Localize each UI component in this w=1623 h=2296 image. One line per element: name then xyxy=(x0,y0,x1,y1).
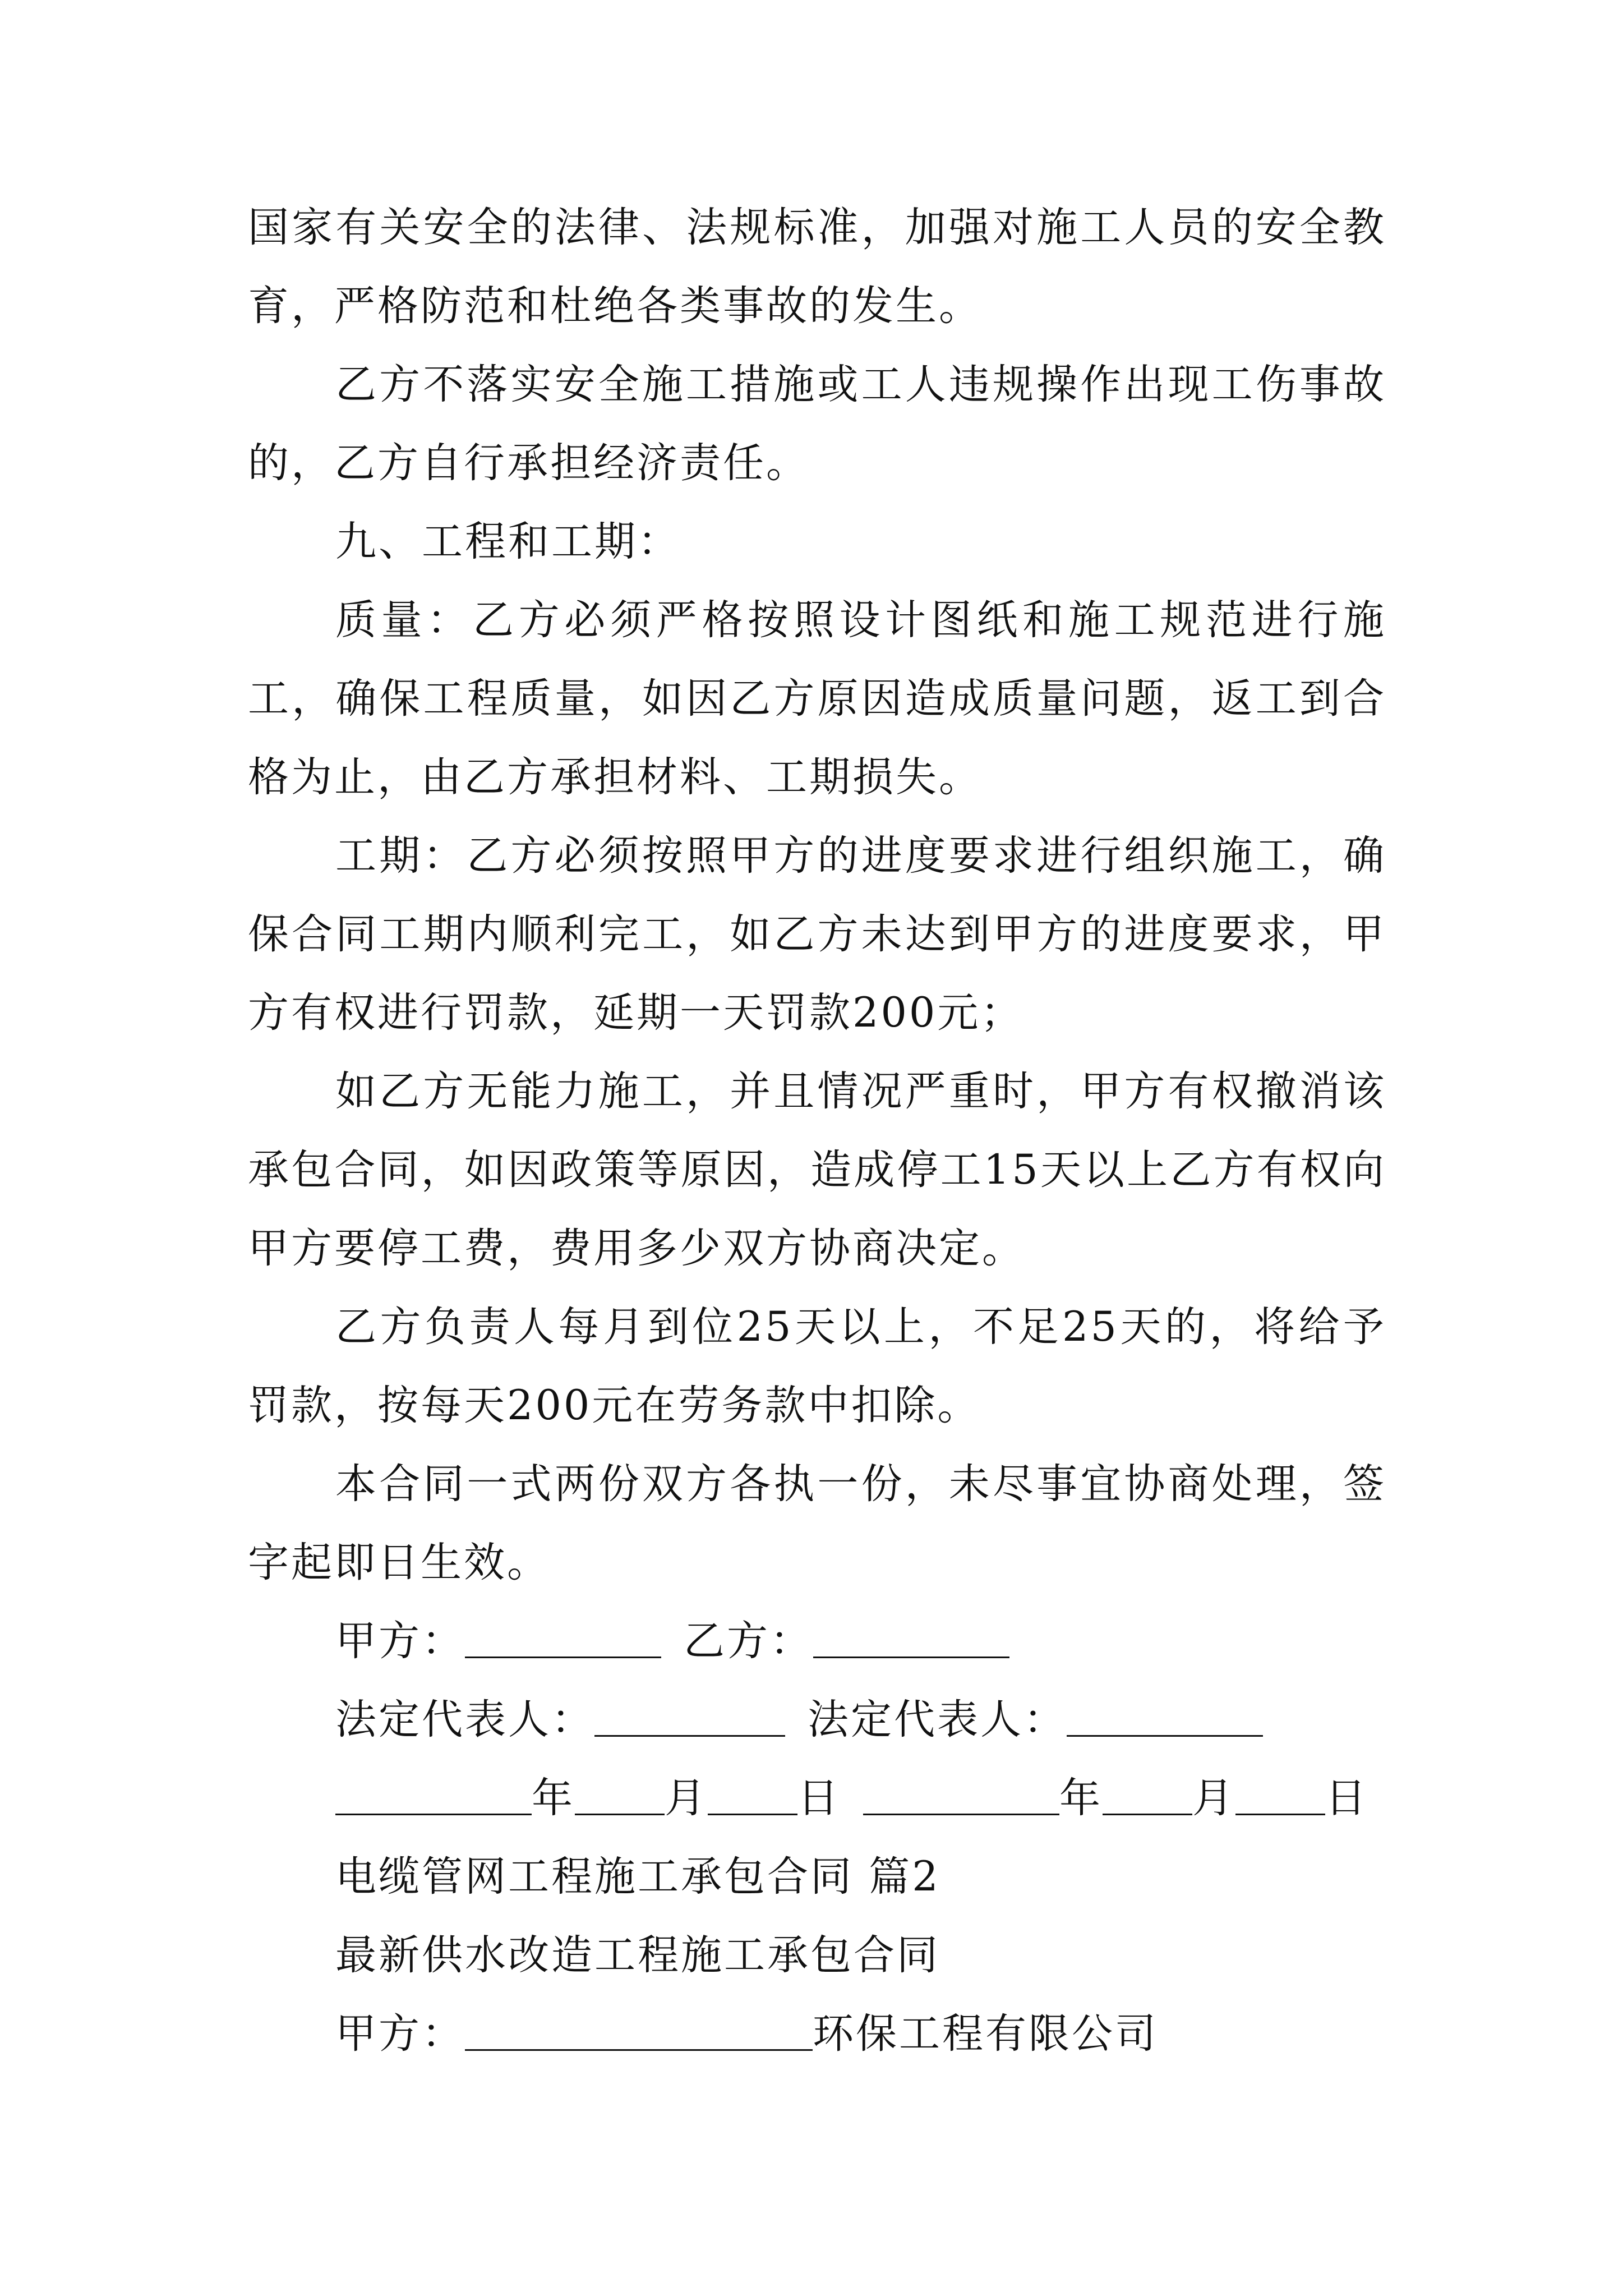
date-b-year-label: 年 xyxy=(1059,1774,1103,1822)
date-b-month-label: 月 xyxy=(1192,1774,1235,1822)
contract-2-party-a-blank xyxy=(465,2016,813,2051)
paragraph-quality: 质量：乙方必须严格按照设计图纸和施工规范进行施工，确保工程质量，如因乙方原因造成质量问题，返工到合格为止，由乙方承担材料、工期损失。 xyxy=(248,596,1386,801)
rep-b-label: 法定代表人： xyxy=(808,1696,1067,1743)
date-b-month-blank xyxy=(1103,1780,1192,1815)
section-heading-quality-schedule: 九、工程和工期： xyxy=(335,518,681,565)
section-2-title: 电缆管网工程施工承包合同 篇2 xyxy=(335,1853,940,1901)
signature-date-line xyxy=(248,1759,1386,1838)
rep-a-blank xyxy=(594,1701,785,1737)
party-b-blank xyxy=(813,1623,1009,1658)
party-a-blank xyxy=(465,1623,661,1658)
date-a-year-blank xyxy=(335,1780,532,1815)
contract-2-party-a-line xyxy=(248,1995,1386,2073)
date-a-month-label: 月 xyxy=(665,1774,708,1822)
date-a-day-blank xyxy=(708,1780,797,1815)
party-b-label: 乙方： xyxy=(684,1617,813,1665)
date-a-day-label: 日 xyxy=(797,1774,841,1822)
date-b-day-label: 日 xyxy=(1325,1774,1368,1822)
rep-b-blank xyxy=(1067,1701,1263,1737)
paragraph-safety-standards: 国家有关安全的法律、法规标准，加强对施工人员的安全教育，严格防范和杜绝各类事故的发生。 xyxy=(248,204,1386,330)
rep-a-label: 法定代表人： xyxy=(335,1696,594,1743)
date-b-day-blank xyxy=(1235,1780,1325,1815)
document-body xyxy=(248,188,1386,2073)
date-a-month-blank xyxy=(575,1780,665,1815)
signature-parties-line xyxy=(248,1602,1386,1681)
signature-representatives-line xyxy=(248,1681,1386,1759)
paragraph-safety-liability: 乙方不落实安全施工措施或工人违规操作出现工伤事故的，乙方自行承担经济责任。 xyxy=(248,361,1386,487)
paragraph-attendance: 乙方负责人每月到位25天以上，不足25天的，将给予罚款，按每天200元在劳务款中扣除。 xyxy=(248,1303,1386,1429)
date-a-year-label: 年 xyxy=(532,1774,575,1822)
party-a-label: 甲方： xyxy=(335,1617,465,1665)
paragraph-termination: 如乙方无能力施工，并且情况严重时，甲方有权撤消该承包合同，如因政策等原因，造成停工15天以上乙方有权向甲方要停工费，费用多少双方协商决定。 xyxy=(248,1068,1386,1272)
paragraph-schedule: 工期：乙方必须按照甲方的进度要求进行组织施工，确保合同工期内顺利完工，如乙方未达到甲方的进度要求，甲方有权进行罚款，延期一天罚款200元； xyxy=(248,832,1386,1037)
contract-2-party-a-suffix: 环保工程有限公司 xyxy=(813,2010,1158,2058)
contract-2-title: 最新供水改造工程施工承包合同 xyxy=(335,1931,940,1979)
date-b-year-blank xyxy=(863,1780,1059,1815)
contract-2-party-a-label: 甲方： xyxy=(335,2010,465,2058)
paragraph-copies: 本合同一式两份双方各执一份，未尽事宜协商处理，签字起即日生效。 xyxy=(248,1460,1386,1586)
